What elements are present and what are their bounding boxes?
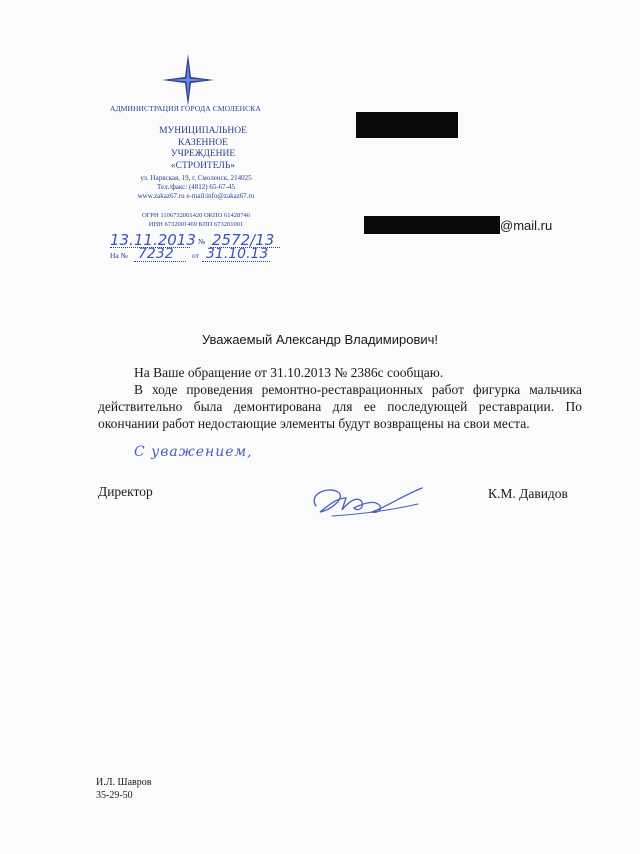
star-emblem-icon (160, 52, 216, 108)
executor-phone: 35-29-50 (96, 790, 133, 801)
organization-name (148, 126, 258, 172)
inn-kpp: ИНН 6732001469 КПП 673201001 (148, 220, 244, 228)
executor-name: И.Л. Шавров (96, 777, 152, 788)
phone-fax: Тел./факс: (4812) 65-67-45 (156, 183, 236, 191)
web-email: www.zakaz67.ru e-mail:info@zakaz67.ru (137, 192, 255, 200)
outgoing-number: 2572/13 (212, 231, 275, 249)
handwritten-signature (302, 476, 432, 526)
reference-from-label: от (192, 251, 199, 260)
outgoing-date: 13.11.2013 (110, 231, 196, 249)
reference-label: На № (110, 251, 128, 260)
number-sign: № (198, 237, 206, 246)
salutation: Уважаемый Александр Владимирович! (201, 332, 439, 347)
administration-name: АДМИНИСТРАЦИЯ ГОРОДА СМОЛЕНСКА (110, 104, 261, 113)
executor-info (96, 776, 151, 802)
reference-date: 31.10.13 (206, 246, 269, 262)
redacted-recipient-name (356, 112, 458, 138)
letter-body (98, 364, 582, 432)
organization-contacts (116, 174, 276, 201)
org-line-1: МУНИЦИПАЛЬНОЕ (159, 126, 247, 136)
redacted-email-user (364, 216, 500, 234)
ogrn-okpo: ОГРН 1106732001420 ОКПО 61428746 (141, 212, 251, 219)
registration-codes (116, 212, 276, 229)
reference-number: 7232 (138, 246, 174, 262)
org-line-2: КАЗЕННОЕ УЧРЕЖДЕНИЕ (170, 137, 236, 159)
org-line-3: «СТРОИТЕЛЬ» (170, 160, 236, 171)
paragraph-1: На Ваше обращение от 31.10.2013 № 2386с сообщаю. (134, 365, 444, 380)
email-domain: @mail.ru (500, 218, 553, 233)
signatory-title: Директор (98, 484, 153, 499)
signatory-name: К.М. Давидов (488, 486, 568, 501)
handwritten-closing: С уважением, (134, 444, 253, 460)
address: ул. Нарвская, 19, г. Смоленск, 214025 (140, 174, 252, 182)
reference-line (110, 246, 290, 267)
paragraph-2: В ходе проведения ремонтно-реставрационных работ фигурка мальчика действительно была демонтирована для ее последующей реставрации. По окончании работ недостающие элементы будут возвращены на свои места. (98, 382, 582, 431)
